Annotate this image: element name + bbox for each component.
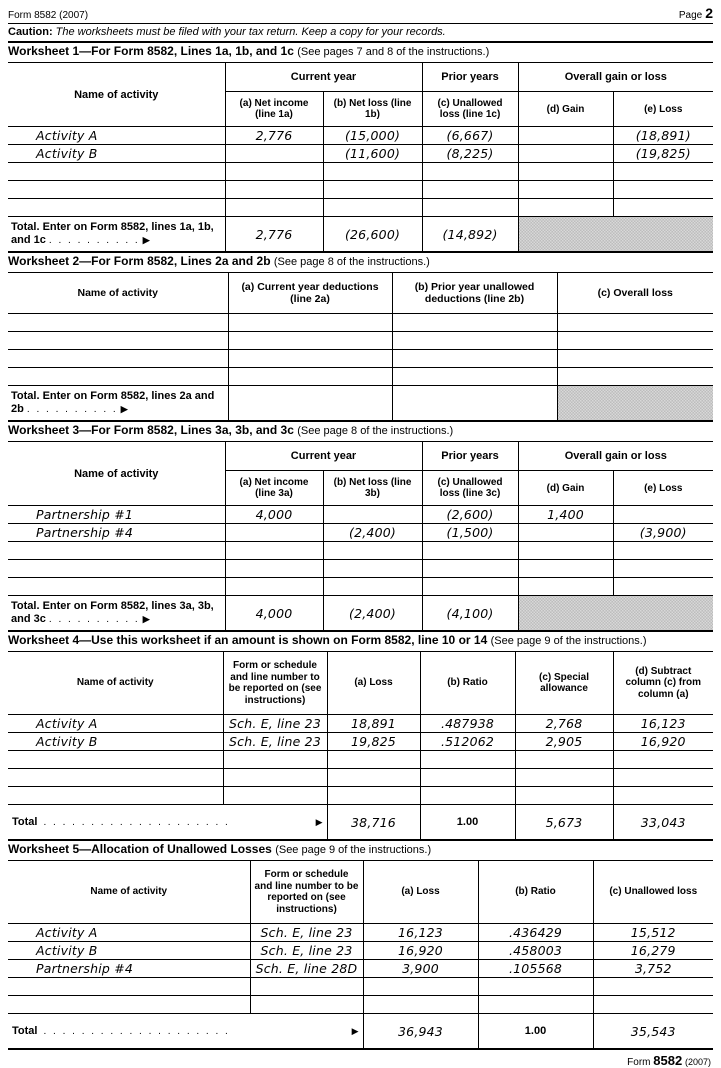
value-cell [363,996,478,1014]
total-row [8,217,713,253]
value-cell: 16,123 [363,924,478,942]
value-cell: .512062 [420,733,515,751]
worksheet3-title-bold: Worksheet 3—For Form 8582, Lines 3a, 3b, and 3c [8,423,294,437]
value-cell: (1,500) [422,524,518,542]
worksheet1-title-bold: Worksheet 1—For Form 8582, Lines 1a, 1b, and 1c [8,44,294,58]
col-header-name: Name of activity [8,273,228,314]
col-header-name: Name of activity [8,861,250,924]
total-label: Total. Enter on Form 8582, lines 1a, 1b, and 1c [11,221,214,246]
dot-leader: . . . . . . . . . . [48,235,140,246]
value-cell [518,163,613,181]
total-value-loss: 36,943 [363,1014,478,1050]
col-header-form-schedule: Form or schedule and line number to be reported on (see instructions) [250,861,363,924]
table-row [8,733,713,751]
col-header-e: (e) Loss [613,92,713,127]
shaded-cell [518,596,713,632]
footer-form-word: Form [627,1057,651,1068]
value-cell [327,769,420,787]
activity-name-cell: Activity B [8,942,250,960]
value-cell [225,181,323,199]
worksheet5-table [8,860,713,1050]
col-header-name: Name of activity [8,442,225,506]
activity-name-cell: Activity B [8,145,225,163]
worksheet4-title-bold: Worksheet 4—Use this worksheet if an amount is shown on Form 8582, line 10 or 14 [8,633,488,647]
group-header-prior-years: Prior years [422,63,518,92]
worksheet4-title-note: (See page 9 of the instructions.) [490,635,647,647]
col-header-c: (c) Overall loss [557,273,713,314]
value-cell [225,524,323,542]
value-cell [225,578,323,596]
value-cell [250,996,363,1014]
page-word: Page [678,10,703,21]
value-cell [478,978,593,996]
value-cell [422,163,518,181]
value-cell: Sch. E, line 28D [250,960,363,978]
value-cell [557,314,713,332]
value-cell: (19,825) [613,145,713,163]
total-label-cell [8,596,225,632]
col-header-a: (a) Loss [363,861,478,924]
value-cell [613,181,713,199]
table-row [8,715,713,733]
total-label: Total. Enter on Form 8582, lines 3a, 3b, and 3c [11,600,214,625]
value-cell [420,769,515,787]
activity-name-cell: Activity A [8,924,250,942]
value-cell [223,787,327,805]
value-cell [613,560,713,578]
value-cell [225,199,323,217]
col-header-c: (c) Unallowed loss [593,861,713,924]
activity-name-cell [8,332,228,350]
activity-name-cell: Activity A [8,127,225,145]
activity-name-cell [8,199,225,217]
caution-line [8,24,713,43]
worksheet1-title-note: (See pages 7 and 8 of the instructions.) [297,46,490,58]
value-cell [515,751,613,769]
activity-name-cell [8,578,225,596]
table-row [8,542,713,560]
activity-name-cell [8,751,223,769]
value-cell: 16,279 [593,942,713,960]
value-cell [422,199,518,217]
worksheet2-title-note: (See page 8 of the instructions.) [273,256,430,268]
value-cell [422,560,518,578]
col-header-name: Name of activity [8,652,223,715]
value-cell: (11,600) [323,145,422,163]
value-cell [518,199,613,217]
table-row [8,163,713,181]
value-cell: 1,400 [518,506,613,524]
value-cell [557,350,713,368]
worksheet5-title-note: (See page 9 of the instructions.) [275,844,432,856]
value-cell: (8,225) [422,145,518,163]
value-cell [613,787,713,805]
total-value-loss: 38,716 [327,805,420,841]
activity-name-cell: Partnership #4 [8,524,225,542]
value-cell [225,145,323,163]
dot-leader: . . . . . . . . . . . . . . . . . . . . [43,816,230,828]
value-cell [323,506,422,524]
table-row [8,314,713,332]
table-row [8,787,713,805]
value-cell [518,127,613,145]
worksheet2-table [8,272,713,422]
page-number-value: 2 [705,5,713,21]
page-number [679,5,713,21]
group-header-overall: Overall gain or loss [518,63,713,92]
group-header-current-year: Current year [225,442,422,471]
value-cell [228,350,392,368]
value-cell [323,542,422,560]
activity-name-cell: Activity A [8,715,223,733]
activity-name-cell: Partnership #1 [8,506,225,524]
value-cell: (2,600) [422,506,518,524]
worksheet3-title-note: (See page 8 of the instructions.) [297,425,454,437]
table-row [8,924,713,942]
value-cell [518,145,613,163]
arrow-icon: ▶ [120,404,128,414]
arrow-icon: ▶ [142,235,150,245]
activity-name-cell: Partnership #4 [8,960,250,978]
page-footer [8,1050,713,1068]
value-cell: 2,905 [515,733,613,751]
value-cell: 3,752 [593,960,713,978]
worksheet5-title-bold: Worksheet 5—Allocation of Unallowed Losses [8,842,272,856]
col-header-b: (b) Net loss (line 1b) [323,92,422,127]
col-header-d: (d) Subtract column (c) from column (a) [613,652,713,715]
value-cell [613,542,713,560]
value-cell [518,524,613,542]
total-value-special-allowance: 5,673 [515,805,613,841]
value-cell: 2,768 [515,715,613,733]
value-cell [223,751,327,769]
worksheet3-table [8,441,713,632]
total-value-c: (4,100) [422,596,518,632]
value-cell [228,332,392,350]
value-cell [613,506,713,524]
value-cell [323,199,422,217]
value-cell [323,560,422,578]
table-row [8,332,713,350]
value-cell [327,787,420,805]
activity-name-cell [8,996,250,1014]
col-header-d: (d) Gain [518,92,613,127]
value-cell [422,578,518,596]
arrow-icon: ▶ [142,614,150,624]
value-cell [392,332,557,350]
col-header-c: (c) Unallowed loss (line 3c) [422,471,518,506]
value-cell [392,314,557,332]
table-row [8,560,713,578]
activity-name-cell [8,368,228,386]
shaded-cell [557,386,713,422]
activity-name-cell [8,314,228,332]
total-value-subtract: 33,043 [613,805,713,841]
table-row [8,506,713,524]
table-row [8,368,713,386]
value-cell [323,181,422,199]
col-header-a: (a) Net income (line 1a) [225,92,323,127]
value-cell [518,560,613,578]
total-label: Total [12,816,38,828]
value-cell [228,368,392,386]
total-value-ratio: 1.00 [478,1014,593,1050]
value-cell [225,542,323,560]
group-header-current-year: Current year [225,63,422,92]
worksheet1-title [8,43,713,62]
shaded-cell [518,217,713,253]
value-cell: Sch. E, line 23 [250,942,363,960]
value-cell [327,751,420,769]
value-cell [225,560,323,578]
total-label-cell [8,805,327,841]
total-value-a [228,386,392,422]
page-header [8,5,713,24]
value-cell [223,769,327,787]
value-cell: .487938 [420,715,515,733]
total-label: Total. Enter on Form 8582, lines 2a and 2b [11,390,215,415]
value-cell: (2,400) [323,524,422,542]
total-row [8,1014,713,1050]
total-value-b: (2,400) [323,596,422,632]
value-cell [392,368,557,386]
col-header-name: Name of activity [8,63,225,127]
worksheet2-title [8,253,713,272]
value-cell [593,978,713,996]
caution-text: The worksheets must be filed with your tax return. Keep a copy for your records. [55,26,446,38]
col-header-a: (a) Current year deductions (line 2a) [228,273,392,314]
col-header-form-schedule: Form or schedule and line number to be reported on (see instructions) [223,652,327,715]
footer-form-year: (2007) [684,1057,711,1067]
table-row [8,127,713,145]
value-cell [323,578,422,596]
arrow-icon: ▶ [351,1025,359,1036]
value-cell: 16,920 [613,733,713,751]
value-cell [323,163,422,181]
table-row [8,751,713,769]
value-cell: 19,825 [327,733,420,751]
dot-leader: . . . . . . . . . . [26,404,118,415]
col-header-b: (b) Ratio [420,652,515,715]
value-cell [518,181,613,199]
value-cell [422,542,518,560]
value-cell: 16,920 [363,942,478,960]
col-header-d: (d) Gain [518,471,613,506]
value-cell [557,368,713,386]
value-cell: 16,123 [613,715,713,733]
total-row [8,386,713,422]
value-cell: 15,512 [593,924,713,942]
group-header-prior-years: Prior years [422,442,518,471]
col-header-e: (e) Loss [613,471,713,506]
total-value-b: (26,600) [323,217,422,253]
activity-name-cell [8,181,225,199]
activity-name-cell [8,163,225,181]
table-row [8,996,713,1014]
total-value-b [392,386,557,422]
value-cell: Sch. E, line 23 [223,715,327,733]
value-cell [250,978,363,996]
arrow-icon: ▶ [315,816,323,827]
value-cell [392,350,557,368]
value-cell [420,787,515,805]
value-cell: 18,891 [327,715,420,733]
activity-name-cell [8,560,225,578]
value-cell [518,578,613,596]
value-cell [613,578,713,596]
value-cell: 4,000 [225,506,323,524]
table-row [8,350,713,368]
total-value-unallowed-loss: 35,543 [593,1014,713,1050]
col-header-b: (b) Net loss (line 3b) [323,471,422,506]
value-cell: (15,000) [323,127,422,145]
value-cell [225,163,323,181]
value-cell: 3,900 [363,960,478,978]
worksheet1-table [8,62,713,253]
total-label-cell [8,217,225,253]
total-label-cell [8,386,228,422]
value-cell: 2,776 [225,127,323,145]
value-cell: Sch. E, line 23 [223,733,327,751]
value-cell [515,769,613,787]
total-row [8,596,713,632]
value-cell: .105568 [478,960,593,978]
worksheet5-title [8,841,713,860]
activity-name-cell [8,787,223,805]
dot-leader: . . . . . . . . . . [48,614,140,625]
value-cell [557,332,713,350]
table-row [8,145,713,163]
worksheet2-title-bold: Worksheet 2—For Form 8582, Lines 2a and 2b [8,254,271,268]
total-label-cell [8,1014,363,1050]
table-row [8,199,713,217]
total-row [8,805,713,841]
value-cell [518,542,613,560]
value-cell [593,996,713,1014]
activity-name-cell [8,542,225,560]
total-value-a: 2,776 [225,217,323,253]
dot-leader: . . . . . . . . . . . . . . . . . . . . [43,1025,230,1037]
table-row [8,578,713,596]
activity-name-cell [8,978,250,996]
table-row [8,524,713,542]
col-header-a: (a) Loss [327,652,420,715]
col-header-b: (b) Prior year unallowed deductions (line 2b) [392,273,557,314]
total-value-a: 4,000 [225,596,323,632]
value-cell: (18,891) [613,127,713,145]
worksheet4-table [8,651,713,841]
table-row [8,942,713,960]
value-cell: Sch. E, line 23 [250,924,363,942]
col-header-c: (c) Unallowed loss (line 1c) [422,92,518,127]
value-cell [613,163,713,181]
value-cell [228,314,392,332]
value-cell: (6,667) [422,127,518,145]
value-cell [613,751,713,769]
value-cell [515,787,613,805]
table-row [8,769,713,787]
activity-name-cell [8,350,228,368]
value-cell [363,978,478,996]
value-cell [420,751,515,769]
value-cell: (3,900) [613,524,713,542]
worksheet4-title [8,632,713,651]
table-row [8,978,713,996]
col-header-c: (c) Special allowance [515,652,613,715]
table-row [8,960,713,978]
value-cell [478,996,593,1014]
value-cell: .436429 [478,924,593,942]
caution-label: Caution: [8,26,53,38]
col-header-b: (b) Ratio [478,861,593,924]
form-id: Form 8582 (2007) [8,10,89,21]
activity-name-cell: Activity B [8,733,223,751]
value-cell [613,769,713,787]
activity-name-cell [8,769,223,787]
worksheet3-title [8,422,713,441]
value-cell: .458003 [478,942,593,960]
value-cell [422,181,518,199]
total-label: Total [12,1025,38,1037]
col-header-a: (a) Net income (line 3a) [225,471,323,506]
group-header-overall: Overall gain or loss [518,442,713,471]
total-value-c: (14,892) [422,217,518,253]
total-value-ratio: 1.00 [420,805,515,841]
footer-form-number: 8582 [653,1053,683,1068]
value-cell [613,199,713,217]
table-row [8,181,713,199]
